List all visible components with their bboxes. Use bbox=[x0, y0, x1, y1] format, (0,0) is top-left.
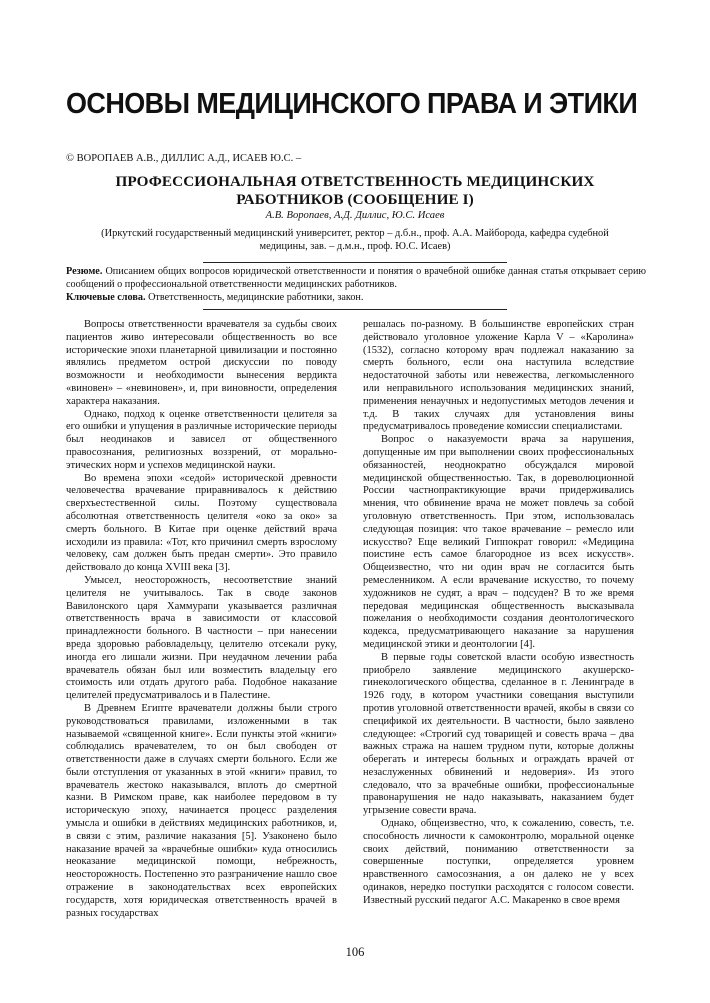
keywords bbox=[66, 292, 646, 305]
divider-top bbox=[203, 262, 507, 263]
journal-section-header: ОСНОВЫ МЕДИЦИНСКОГО ПРАВА И ЭТИКИ bbox=[66, 88, 638, 120]
page-number: 106 bbox=[345, 945, 365, 959]
paragraph: В Древнем Египте врачеватели должны были строго руководствоваться правилами, изложенными в так называемой «священной книге». Если пункты этой «книги» соблюдались врачевателем, то он был свободен от ответственности даже в случаях смерти больного. Если же были отступления от указанных в этой «книги» правил, то врачеватель жестоко наказывался, вплоть до смертной казни. В Римском праве, как наиболее передовом в ту историческую эпоху, начинается процесс разделения умысла и ошибки в действиях медицинских работников, и, в связи с этим, различие наказания [5]. Узаконено было наказание врачей за «врачебные ошибки» куда относились неоказание медицинской помощи, небрежность, неосторожность. Постепенно это разграничение нашло свое отражение в законодательствах всех европейских государств, хотя юридическая ответственность врачей в разных государствах bbox=[66, 702, 337, 919]
article-title-line-1: ПРОФЕССИОНАЛЬНАЯ ОТВЕТСТВЕННОСТЬ МЕДИЦИНСКИХ bbox=[115, 173, 595, 190]
paragraph: Однако, подход к оценке ответственности целителя за его ошибки и упущения в различные исторические периоды был неодинаков и зависел от общественного правосознания, религиозных воззрений, от морально-этических норм и успехов медицинской науки. bbox=[66, 408, 337, 471]
body-column-left bbox=[66, 319, 337, 920]
keywords-text: Ответственность, медицинские работники, закон. bbox=[148, 291, 364, 303]
paragraph: Во времена эпохи «седой» исторической древности человечества врачевание приравнивалось к действию сверхъестественной силы. Поэтому существовала абсолютная ответственность целителя «око за око» за смерть больного. В Китае при оценке действий врача исходили из правила: «Тот, кто причинил смерть взрослому человеку, сам должен быть предан смерти». Это правило действовало до конца XVIII века [3]. bbox=[66, 472, 337, 574]
copyright-line: © ВОРОПАЕВ А.В., ДИЛЛИС А.Д., ИСАЕВ Ю.С. – bbox=[66, 153, 302, 164]
abstract-label: Резюме. bbox=[66, 266, 103, 277]
abstract-block bbox=[66, 266, 646, 304]
author-byline: А.В. Воропаев, А.Д. Диллис, Ю.С. Исаев bbox=[265, 210, 445, 221]
paragraph: решалась по-разному. В большинстве европейских стран действовало уголовное уложение Карла V – «Каролина» (1532), согласно которому врач подлежал наказанию за смерть больного, если она наступила вследствие недостаточной заботы или невежества, легкомысленного или неправильного использования медицинских знаний, применения ненаучных и недопустимых методов лечения и т.д. В таких случаях для установления вины предусматривалось проведение комиссии специалистами. bbox=[363, 319, 634, 433]
abstract-text: Описанием общих вопросов юридической ответственности и понятия о врачебной ошибке данная статья открывает серию сообщений о профессиональной ответственности медицинских работников. bbox=[66, 266, 647, 290]
body-column-right bbox=[363, 319, 634, 908]
paragraph: Вопрос о наказуемости врача за нарушения, допущенные им при выполнении своих профессиональных обязанностей, неоднократно обсуждался мировой медицинской общественностью. Так, в дореволюционной России частнопрактикующие врачи придерживались мнения, что обвинение врача не может повлечь за собой уголовную ответственность. При этом, использовалась следующая позиция: что такое врачевание – ремесло или искусство? Еще великий Гиппократ говорил: «Медицина поистине есть самое благородное из всех искусств». Общеизвестно, что ни один врач не согласится быть ремесленником. А если врачевание искусство, то почему художников не судят, а врач – подсуден? В то же время передовая медицинская общественность высказывала пожелания о необходимости создания деонтологического кодекса, предусматривающего наказание за нарушения медицинской этики и деонтологии [4]. bbox=[363, 434, 634, 650]
divider-bottom bbox=[203, 309, 507, 310]
article-title-line-2: РАБОТНИКОВ (СООБЩЕНИЕ I) bbox=[236, 191, 474, 208]
article-title bbox=[80, 173, 630, 209]
paragraph: Умысел, неосторожность, несоответствие знаний целителя не учитывалось. Так в своде законов Вавилонского царя Хаммурапи указывается различная ответственность врача в зависимости от классовой принадлежности больного. В частности – при нанесении вреда здоровью рабовладельцу, целителю отсекали руку, иногда его лишали жизни. При неудачном лечении раба врачеватель обязан был или возместить владельцу его стоимость или отдать другого раба. Подобное наказание целителей предусматривалось и в Палестине. bbox=[66, 574, 337, 702]
paragraph: В первые годы советской власти особую известность приобрело заявление медицинского акушерско-гинекологического общества, сделанное в г. Ленинграде в 1926 году, в котором участники совещания выступили против уголовной ответственности врачей, якобы в связи со спецификой их деятельности. В частности, было заявлено следующее: «Строгий суд товарищей и совесть врача – два важных стража на нашем трудном пути, которые должны оберегать и интересы больных и ограждать врачей от незаслуженных обвинений и недоверия». Из этого следовало, что за врачебные ошибки, профессиональные правонарушения не надо наказывать, наказанием будет угрызение совести врача. bbox=[363, 651, 634, 817]
paragraph: Однако, общеизвестно, что, к сожалению, совесть, т.е. способность личности к самоконтролю, моральной оценке своих действий, пониманию ответственности за совершенные поступки, определяется уровнем нравственного самосознания, а он далеко не у всех одинаков, нередко поступки расходятся с голосом совести. Известный русский педагог А.С. Макаренко в свое время bbox=[363, 818, 634, 906]
paragraph: Вопросы ответственности врачевателя за судьбы своих пациентов живо интересовали общественность во все исторические эпохи планетарной цивилизации и постоянно являлись предметом острой дискуссии по поводу возможности и необходимости вынесения вердикта «виновен» – «невиновен», и, при виновности, определения характера наказания. bbox=[66, 319, 337, 407]
affiliation: (Иркутский государственный медицинский университет, ректор – д.б.н., проф. А.А. Майборода, кафедра судебной медицины, зав. – д.м.н., проф. Ю.С. Исаев) bbox=[101, 228, 609, 252]
keywords-label: Ключевые слова. bbox=[66, 291, 146, 303]
abstract bbox=[66, 266, 646, 292]
